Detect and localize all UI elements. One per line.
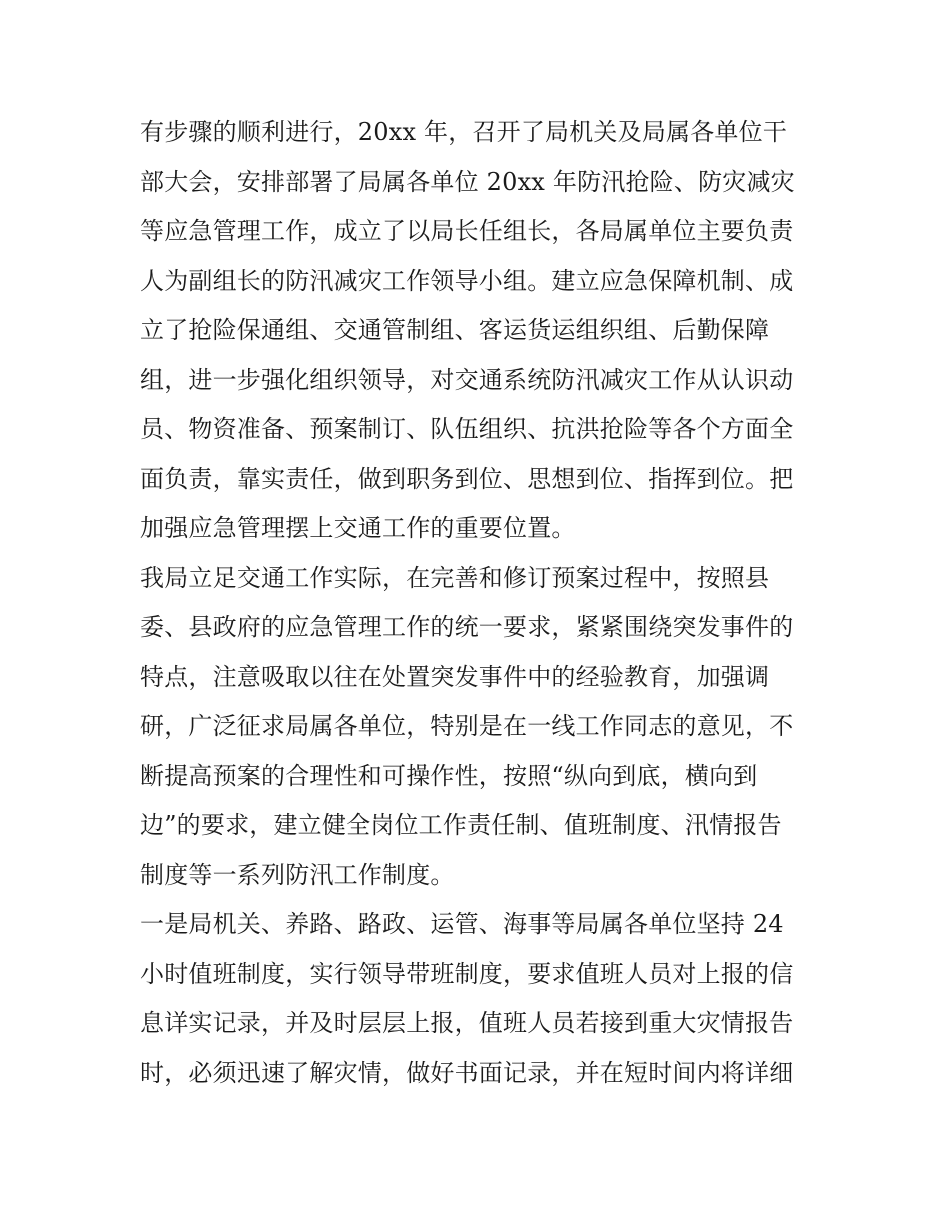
paragraph-duty-system — [140, 900, 820, 1098]
text-line: 面负责，靠实责任，做到职务到位、思想到位、指挥到位。把 — [140, 464, 794, 493]
text-line: 等应急管理工作，成立了以局长任组长，各局属单位主要负责 — [140, 217, 794, 245]
text-line: 息详实记录，并及时层层上报，值班人员若接到重大灾情报告 — [140, 1009, 794, 1037]
text-line: 立了抢险保通组、交通管制组、客运货运组织组、后勤保障 — [140, 316, 770, 344]
text-line: 特点，注意吸取以往在处置突发事件中的经验教育，加强调 — [140, 662, 770, 691]
text-line: 我局立足交通工作实际，在完善和修订预案过程中，按照县 — [140, 563, 770, 592]
text-line: 人为副组长的防汛减灾工作领导小组。建立应急保障机制、成 — [140, 266, 794, 295]
text-line: 部大会，安排部署了局属各单位 20xx 年防汛抢险、防灾减灾 — [140, 167, 795, 196]
document-body — [140, 108, 820, 1098]
text-line: 有步骤的顺利进行，20xx 年，召开了局机关及局属各单位干 — [140, 118, 788, 146]
paragraph-plans — [140, 554, 820, 901]
text-line: 断提高预案的合理性和可操作性，按照“纵向到底，横向到 — [140, 761, 758, 790]
text-line: 研，广泛征求局属各单位，特别是在一线工作同志的意见，不 — [140, 712, 794, 740]
text-line: 时，必须迅速了解灾情，做好书面记录，并在短时间内将详细 — [140, 1058, 794, 1087]
text-line: 加强应急管理摆上交通工作的重要位置。 — [140, 514, 576, 542]
text-line: 小时值班制度，实行领导带班制度，要求值班人员对上报的信 — [140, 959, 794, 988]
paragraph-leadership — [140, 108, 820, 554]
text-line: 边”的要求，建立健全岗位工作责任制、值班制度、汛情报告 — [140, 811, 782, 839]
text-line: 委、县政府的应急管理工作的统一要求，紧紧围绕突发事件的 — [140, 613, 794, 641]
text-line: 一是局机关、养路、路政、运管、海事等局属各单位坚持 24 — [140, 910, 784, 938]
text-line: 组，进一步强化组织领导，对交通系统防汛减灾工作从认识动 — [140, 365, 794, 394]
text-line: 制度等一系列防汛工作制度。 — [140, 860, 455, 889]
text-line: 员、物资准备、预案制订、队伍组织、抗洪抢险等各个方面全 — [140, 415, 794, 443]
